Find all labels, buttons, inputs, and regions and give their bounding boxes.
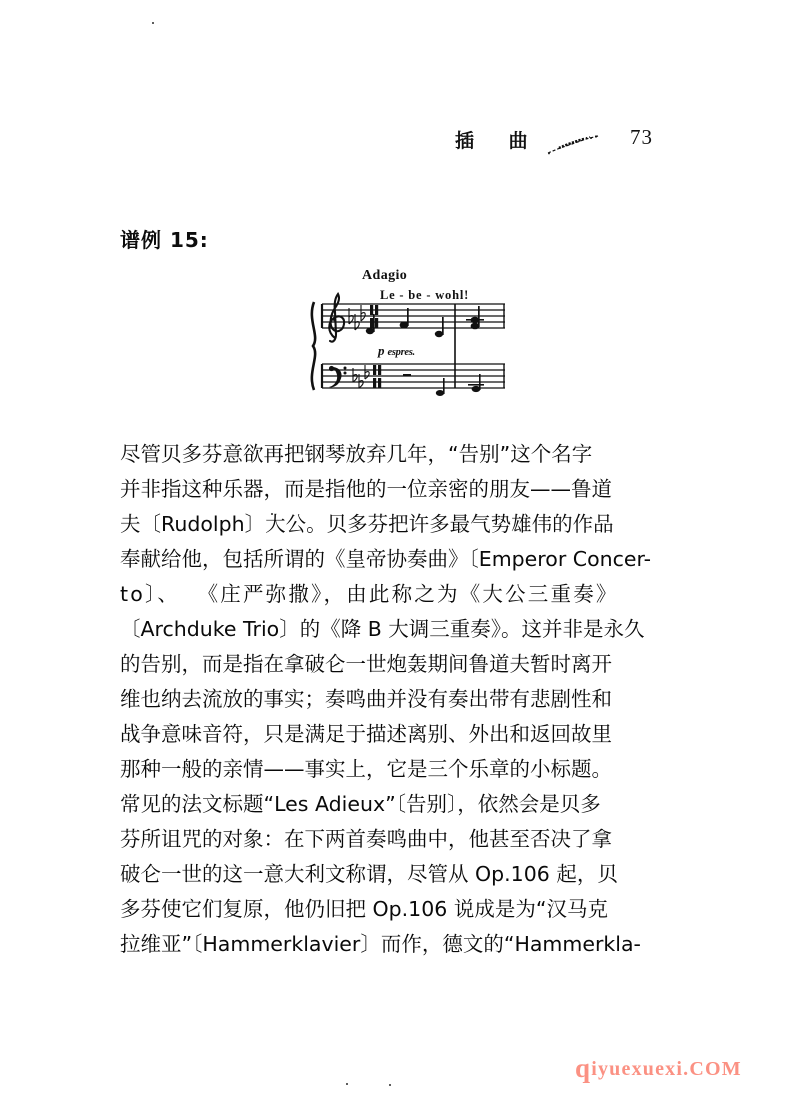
dynamic-symbol: p (378, 343, 385, 358)
dynamic-marking (378, 343, 415, 359)
text-line: 拉维亚”〔Hammerklavier〕而作，德文的“Hammerkla- (120, 932, 641, 956)
text-line: 的告别，而是指在拿破仑一世炮轰期间鲁道夫暂时离开 (120, 652, 612, 676)
text-line: 常见的法文标题“Les Adieux”〔告别〕，依然会是贝多 (120, 792, 601, 816)
text-line: 夫〔Rudolph〕大公。贝多芬把许多最气势雄伟的作品 (120, 512, 614, 536)
text-line: 战争意味音符，只是满足于描述离别、外出和返回故里 (120, 722, 612, 746)
text-line: to〕、 《庄严弥撒》，由此称之为《大公三重奏》 (120, 582, 619, 606)
body-paragraph (120, 437, 676, 962)
page-number: 73 (630, 125, 653, 149)
text-line: 奉献给他，包括所谓的《皇帝协奏曲》〔Emperor Concer- (120, 547, 652, 571)
watermark-text: iyuexuexi.COM (591, 1058, 742, 1080)
grand-staff-brace-icon (312, 302, 315, 390)
text-line: 并非指这种乐器，而是指他的一位亲密的朋友——鲁道 (120, 477, 612, 501)
scan-speck (389, 1084, 391, 1086)
watermark-initial: q (575, 1053, 592, 1083)
note-group-lower (403, 374, 484, 396)
text-line: 芬所诅咒的对象：在下两首奏鸣曲中，他甚至否决了拿 (120, 827, 612, 851)
text-line: 那种一般的亲情——事实上，它是三个乐章的小标题。 (120, 757, 612, 781)
example-caption: 谱例 15: (120, 228, 209, 252)
music-example-figure (300, 268, 520, 413)
lyric-text: Le - be - wohl! (380, 288, 470, 302)
text-line: 尽管贝多芬意欲再把钢琴放弃几年，“告别”这个名字 (120, 442, 593, 466)
tempo-marking: Adagio (362, 268, 408, 283)
bass-clef-icon (329, 366, 347, 387)
text-line: 多芬使它们复原，他仍旧把 Op.106 说成是为“汉马克 (120, 897, 608, 921)
ink-flourish-icon (546, 134, 608, 156)
site-watermark (575, 1053, 742, 1083)
text-line: 破仑一世的这一意大利文称谓，尽管从 Op.106 起，贝 (120, 862, 618, 886)
running-head (0, 126, 794, 162)
treble-clef-icon (329, 294, 344, 342)
scan-speck (346, 1083, 348, 1085)
scan-speck (152, 22, 154, 24)
running-head-title: 插 曲 (455, 130, 542, 152)
text-line: 〔Archduke Trio〕的《降 B 大调三重奏》。这并非是永久 (120, 617, 645, 641)
dynamic-expression: espres. (387, 347, 415, 358)
text-line: 维也纳去流放的事实；奏鸣曲并没有奏出带有悲剧性和 (120, 687, 612, 711)
key-signature-flats (349, 305, 365, 330)
